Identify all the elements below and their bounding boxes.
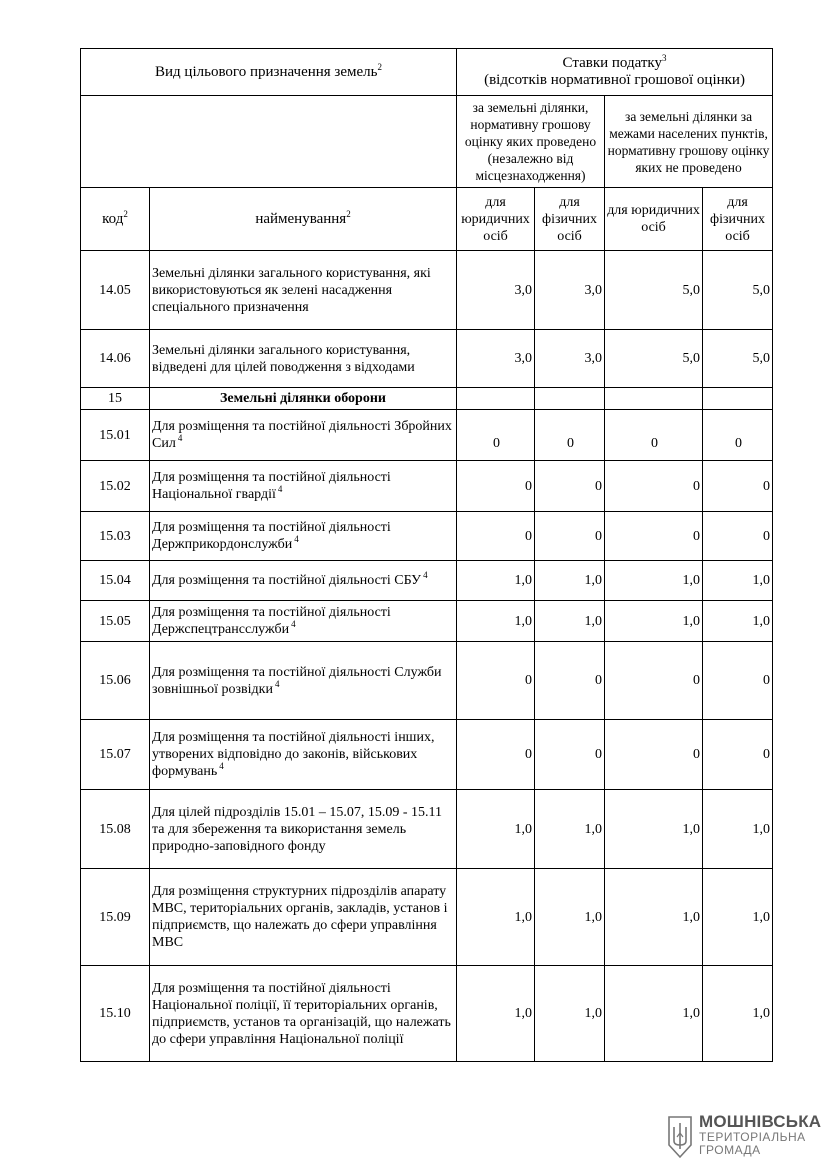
row-value: 1,0	[457, 601, 535, 642]
row-value: 5,0	[703, 330, 773, 388]
row-code: 15.03	[81, 512, 150, 561]
logo-line-3: ГРОМАДА	[699, 1143, 761, 1157]
row-value: 0	[703, 410, 773, 461]
table-row	[81, 251, 773, 330]
row-value: 0	[457, 512, 535, 561]
table-row	[81, 966, 773, 1062]
unassessed-plots-header: за земельні ділянки за межами населених пунктів, нормативну грошову оцінку яких не проведено	[605, 96, 773, 188]
group-name: Земельні ділянки оборони	[150, 388, 457, 410]
row-code: 15.02	[81, 461, 150, 512]
row-code: 15.01	[81, 410, 150, 461]
row-value: 0	[605, 512, 703, 561]
legal-entities-header-2: для юридичних осіб	[605, 188, 703, 251]
row-value: 1,0	[703, 869, 773, 966]
row-value: 0	[457, 642, 535, 720]
row-value: 0	[605, 642, 703, 720]
table-row	[81, 790, 773, 869]
row-value: 0	[535, 642, 605, 720]
row-code: 15.04	[81, 561, 150, 601]
row-value: 1,0	[535, 601, 605, 642]
table-row	[81, 410, 773, 461]
row-name: Для розміщення та постійної діяльності Національної гвардії $^4$	[150, 461, 457, 512]
row-value: 3,0	[457, 330, 535, 388]
tax-rates-header: Ставки податку$^3$ (відсотків нормативної грошової оцінки)	[457, 49, 773, 96]
table-row	[81, 642, 773, 720]
row-value: 0	[703, 642, 773, 720]
row-name: Земельні ділянки загального користування, які використовуються як зелені насадження спеціального призначення	[150, 251, 457, 330]
table-row	[81, 869, 773, 966]
row-code: 15.08	[81, 790, 150, 869]
row-value: 0	[535, 410, 605, 461]
table-row	[81, 720, 773, 790]
table-row	[81, 561, 773, 601]
row-value: 0	[535, 512, 605, 561]
row-value: 0	[535, 461, 605, 512]
row-code: 15.09	[81, 869, 150, 966]
empty-cell	[703, 388, 773, 410]
assessed-plots-header: за земельні ділянки, нормативну грошову оцінку яких проведено (незалежно від місцезнаходження)	[457, 96, 605, 188]
row-value: 0	[703, 720, 773, 790]
row-value: 0	[457, 720, 535, 790]
row-name: Для розміщення структурних підрозділів апарату МВС, територіальних органів, закладів, установ і підприємств, що належать до сфери управління МВС	[150, 869, 457, 966]
row-value: 1,0	[703, 561, 773, 601]
row-value: 1,0	[605, 561, 703, 601]
row-value: 3,0	[535, 251, 605, 330]
row-name: Для розміщення та постійної діяльності інших, утворених відповідно до законів, військових формувань $^4$	[150, 720, 457, 790]
legal-entities-header-1: для юридичних осіб	[457, 188, 535, 251]
empty-cell	[605, 388, 703, 410]
tax-rates-table	[80, 48, 773, 1062]
logo-line-1: МОШНІВСЬКА	[699, 1112, 822, 1131]
header-row-3	[81, 188, 773, 251]
row-value: 0	[703, 512, 773, 561]
name-header: найменування$^2$	[150, 188, 457, 251]
logo-line-2: ТЕРИТОРІАЛЬНА	[699, 1130, 806, 1144]
row-name: Для розміщення та постійної діяльності Служби зовнішньої розвідки $^4$	[150, 642, 457, 720]
empty-cell	[457, 388, 535, 410]
row-code: 15.05	[81, 601, 150, 642]
code-header: код$^2$	[81, 188, 150, 251]
row-value: 0	[703, 461, 773, 512]
group-row	[81, 388, 773, 410]
row-value: 1,0	[457, 561, 535, 601]
row-value: 1,0	[605, 790, 703, 869]
land-purpose-header: Вид цільового призначення земель$^2$	[81, 49, 457, 96]
row-value: 0	[457, 410, 535, 461]
row-value: 0	[605, 461, 703, 512]
row-name: Земельні ділянки загального користування, відведені для цілей поводження з відходами	[150, 330, 457, 388]
row-name: Для цілей підрозділів 15.01 – 15.07, 15.09 - 15.11 та для збереження та використання земель природно-заповідного фонду	[150, 790, 457, 869]
row-value: 1,0	[605, 966, 703, 1062]
table-row	[81, 330, 773, 388]
row-value: 3,0	[535, 330, 605, 388]
header-row-2	[81, 96, 773, 188]
row-value: 1,0	[703, 966, 773, 1062]
row-value: 3,0	[457, 251, 535, 330]
row-value: 5,0	[605, 330, 703, 388]
row-value: 1,0	[457, 790, 535, 869]
trident-icon	[667, 1115, 693, 1159]
row-value: 1,0	[605, 869, 703, 966]
row-code: 15.10	[81, 966, 150, 1062]
row-value: 5,0	[703, 251, 773, 330]
row-value: 5,0	[605, 251, 703, 330]
row-value: 1,0	[703, 790, 773, 869]
row-name: Для розміщення та постійної діяльності Збройних Сил $^4$	[150, 410, 457, 461]
row-name: Для розміщення та постійної діяльності Держспецтрансслужби $^4$	[150, 601, 457, 642]
table-row	[81, 461, 773, 512]
row-value: 1,0	[703, 601, 773, 642]
row-name: Для розміщення та постійної діяльності Національної поліції, її територіальних органів, підприємств, установ та організацій, що належать до сфери управління Національної поліції	[150, 966, 457, 1062]
row-value: 1,0	[535, 790, 605, 869]
header-row-1	[81, 49, 773, 96]
row-value: 1,0	[457, 966, 535, 1062]
row-value: 1,0	[605, 601, 703, 642]
empty-cell	[535, 388, 605, 410]
row-value: 1,0	[535, 869, 605, 966]
row-value: 1,0	[535, 561, 605, 601]
row-value: 1,0	[457, 869, 535, 966]
row-code: 15.06	[81, 642, 150, 720]
row-code: 14.05	[81, 251, 150, 330]
table-row	[81, 512, 773, 561]
table-row	[81, 601, 773, 642]
row-value: 0	[605, 410, 703, 461]
individuals-header-2: для фізичних осіб	[703, 188, 773, 251]
group-code: 15	[81, 388, 150, 410]
row-code: 15.07	[81, 720, 150, 790]
community-logo	[667, 1112, 822, 1161]
logo-text	[699, 1113, 821, 1157]
individuals-header-1: для фізичних осіб	[535, 188, 605, 251]
row-value: 0	[605, 720, 703, 790]
row-code: 14.06	[81, 330, 150, 388]
row-value: 0	[535, 720, 605, 790]
empty-header-cell	[81, 96, 457, 188]
row-value: 1,0	[535, 966, 605, 1062]
row-name: Для розміщення та постійної діяльності Держприкордонслужби $^4$	[150, 512, 457, 561]
row-name: Для розміщення та постійної діяльності СБУ $^4$	[150, 561, 457, 601]
row-value: 0	[457, 461, 535, 512]
